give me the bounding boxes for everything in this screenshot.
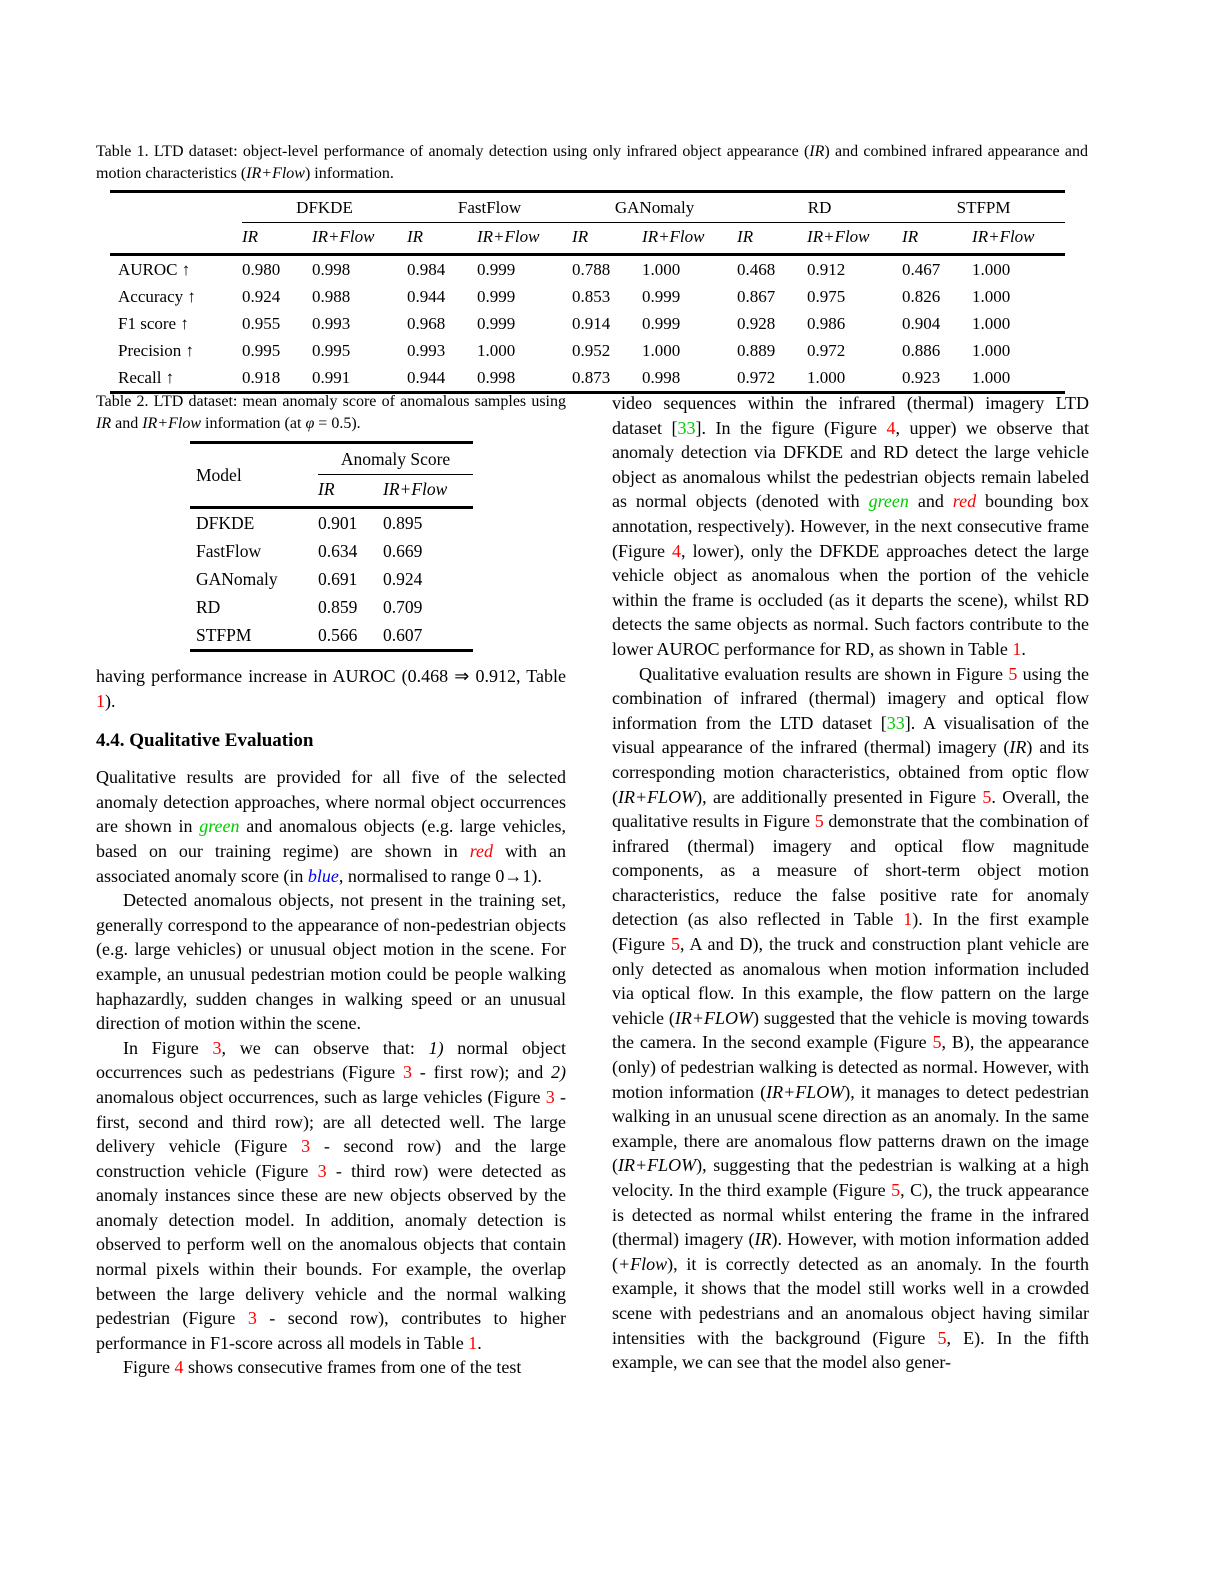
table2 — [190, 441, 473, 652]
text-segment: ), are additionally presented in Figure — [696, 786, 983, 807]
paragraph — [612, 662, 1089, 1375]
internal-ref-link[interactable]: 3 — [301, 1136, 311, 1157]
text-segment: and — [908, 491, 953, 512]
metric-label: F1 score ↑ — [118, 313, 189, 333]
text-segment: shows consecutive frames from one of the test — [183, 1357, 522, 1378]
paragraph — [96, 1355, 566, 1380]
modality-subheader: IR+Flow — [972, 223, 1065, 255]
text-segment: - second row), contributes to higher performance in F1-score across all models in Table — [96, 1308, 566, 1353]
text-segment: - first row); and — [411, 1062, 552, 1083]
metric-value: 1.000 — [972, 313, 1011, 333]
metric-value: 0.980 — [242, 259, 281, 279]
model-group-header: STFPM — [902, 192, 1065, 223]
column-right — [612, 391, 1089, 1375]
internal-ref-link[interactable]: 4 — [672, 540, 682, 561]
metric-value: 0.873 — [572, 367, 611, 387]
text-segment: demonstrate that the combination of infrared (thermal) imagery and optical flow magnitude components, as a measure of short-term object motion characteristics, reduce the false positive rate for anomaly detection (as also reflected in Table — [612, 811, 1090, 930]
text-segment: Detected anomalous objects, not present in the training set, generally correspond to the appearance of non-pedestrian objects (e.g. large vehicles) or unusual object motion in the scene. For example, an unusual pedestrian motion could be people walking haphazardly, sudden changes in walking speed or an unusual direction of motion within the scene. — [96, 890, 566, 1034]
table-row — [110, 283, 1065, 310]
internal-ref-link[interactable]: 5 — [814, 811, 824, 832]
citation-link[interactable]: 33 — [677, 417, 696, 438]
table2-body — [190, 508, 473, 651]
metric-value: 0.923 — [902, 367, 941, 387]
metric-label: AUROC ↑ — [118, 259, 191, 279]
score-value: 0.895 — [383, 512, 423, 533]
metric-value: 0.928 — [737, 313, 776, 333]
metric-value: 0.968 — [407, 313, 446, 333]
text-segment: - second row) and the large construction vehicle (Figure — [96, 1136, 566, 1181]
internal-ref-link[interactable]: 5 — [671, 934, 681, 955]
text-segment: and — [111, 414, 143, 432]
metric-value: 0.999 — [477, 286, 516, 306]
metric-value: 0.918 — [242, 367, 281, 387]
text-segment: , A and D), the truck and construction plant vehicle are only detected as anomalous when motion information included via optical flow. In this example, the flow pattern on the large vehicle ( — [612, 934, 1090, 1028]
modality-subheader: IR — [572, 223, 642, 255]
text-segment: IR+FLOW — [618, 1155, 697, 1176]
text-segment: , upper) we observe that anomaly detection via DFKDE and RD detect the large vehicle object as anomalous whilst the pedestrian objects remain labeled as normal objects (denoted with — [612, 417, 1090, 512]
table2-header — [190, 443, 473, 508]
text-segment: ) information. — [304, 164, 394, 182]
score-value: 0.607 — [383, 624, 423, 645]
metric-value: 0.468 — [737, 259, 776, 279]
text-segment: ) suggested that the vehicle is moving towards the camera. In the second example (Figure — [612, 1007, 1089, 1053]
modality-subheader: IR — [318, 475, 383, 508]
text-segment: - third row) were detected as anomaly instances since these are new objects observed by the anomaly detection model. In addition, anomaly detection is observed to perform well on the anomalous objects that contain normal pixels within their bounds. For example, the overlap between the large delivery vehicle and the normal walking pedestrian (Figure — [96, 1160, 566, 1329]
text-segment: Table 2. LTD dataset: mean anomaly score of anomalous samples using — [96, 393, 566, 410]
score-value: 0.669 — [383, 540, 423, 561]
score-value: 0.634 — [318, 540, 358, 561]
metric-value: 1.000 — [972, 286, 1011, 306]
text-segment: +Flow — [618, 1253, 668, 1274]
text-segment: , lower), only the DFKDE approaches detect the large vehicle object as anomalous when the portion of the vehicle within the frame is occluded (as it departs the scene), whilst RD detects the same objects as normal. Such factors contribute to the lower AUROC performance for RD, as shown in Table — [612, 540, 1089, 659]
internal-ref-link[interactable]: 3 — [317, 1160, 327, 1181]
metric-value: 0.826 — [902, 286, 941, 306]
internal-ref-link[interactable]: 3 — [545, 1086, 555, 1107]
text-segment: . Overall, the qualitative results in Figure — [612, 786, 1089, 832]
text-segment: IR+Flow — [142, 414, 202, 432]
metric-value: 0.991 — [312, 367, 351, 387]
metric-value: 0.993 — [312, 313, 351, 333]
metric-value: 0.998 — [642, 367, 681, 387]
metric-value: 0.914 — [572, 313, 611, 333]
metric-value: 0.886 — [902, 340, 941, 360]
model-group-header: RD — [737, 192, 902, 223]
metric-value: 0.995 — [242, 340, 281, 360]
text-segment: having performance increase in AUROC (0.468 ⇒ 0.912, Table — [96, 666, 566, 686]
table1-body — [110, 255, 1065, 393]
metric-value: 0.995 — [312, 340, 351, 360]
text-segment: , E). In the fifth example, we can see that the model also gener- — [612, 1327, 1089, 1373]
section-heading: 4.4. Qualitative Evaluation — [96, 730, 314, 752]
model-name: STFPM — [196, 624, 252, 645]
text-segment: video sequences within the infrared (thermal) imagery LTD dataset [ — [612, 393, 1089, 438]
text-segment: Table 1. LTD dataset: object-level performance of anomaly detection using only infrared object appearance ( — [96, 143, 810, 160]
model-group-header: GANomaly — [572, 192, 737, 223]
table1-header — [110, 192, 1065, 255]
table-row — [110, 255, 1065, 284]
table-row — [190, 508, 473, 538]
internal-ref-link[interactable]: 3 — [247, 1308, 257, 1329]
text-segment: Qualitative evaluation results are shown in Figure — [639, 663, 1009, 684]
internal-ref-link[interactable]: 5 — [1008, 663, 1018, 684]
metric-value: 0.999 — [477, 259, 516, 279]
text-segment: Qualitative results are provided for all five of the selected anomaly detection approaches, where normal object occurrences are shown in — [96, 767, 566, 837]
text-segment: information (at — [201, 414, 306, 432]
text-segment: IR — [754, 1229, 772, 1250]
metric-value: 0.993 — [407, 340, 446, 360]
column-left — [96, 391, 566, 1380]
text-segment: IR — [96, 414, 112, 432]
model-name: RD — [196, 596, 221, 617]
text-segment: , B), the appearance (only) of pedestrian walking is detected as normal. However, with motion information ( — [612, 1032, 1089, 1102]
modality-subheader: IR — [737, 223, 807, 255]
metric-value: 0.999 — [642, 286, 681, 306]
internal-ref-link[interactable]: 1 — [96, 690, 105, 711]
metric-value: 1.000 — [972, 259, 1011, 279]
metric-value: 0.988 — [312, 286, 351, 306]
text-segment: ), it manages to detect pedestrian walking in an unusual scene direction as an anomaly. In the same example, there are anomalous flow patterns drawn on the image ( — [612, 1081, 1089, 1176]
metric-value: 1.000 — [477, 340, 516, 360]
text-segment: bounding box annotation, respectively). However, in the next consecutive frame (Figure — [612, 491, 1089, 561]
table-row — [190, 565, 473, 593]
table-row — [190, 593, 473, 621]
score-value: 0.709 — [383, 596, 423, 617]
text-segment: ). However, with motion information added ( — [612, 1229, 1089, 1274]
internal-ref-link[interactable]: 5 — [932, 1032, 942, 1053]
metric-value: 0.912 — [807, 259, 846, 279]
text-segment: ) and its corresponding motion characteristics, obtained from optic flow ( — [612, 737, 1089, 807]
metric-value: 0.986 — [807, 313, 846, 333]
metric-value: 0.975 — [807, 286, 846, 306]
metric-value: 0.853 — [572, 286, 611, 306]
model-group-header: FastFlow — [407, 192, 572, 223]
modality-subheader: IR — [242, 223, 312, 255]
table-row — [110, 337, 1065, 364]
text-segment: green — [199, 816, 240, 837]
table1 — [110, 190, 1065, 394]
metric-value: 0.867 — [737, 286, 776, 306]
metric-value: 0.998 — [477, 367, 516, 387]
modality-subheader: IR+Flow — [807, 223, 902, 255]
modality-subheader: IR+Flow — [477, 223, 572, 255]
text-segment: 1) — [428, 1037, 444, 1058]
score-value: 0.901 — [318, 512, 358, 533]
score-value: 0.859 — [318, 596, 358, 617]
metric-value: 0.955 — [242, 313, 281, 333]
text-segment: = 0.5). — [314, 414, 361, 432]
metric-value: 0.944 — [407, 286, 446, 306]
metric-label: Precision ↑ — [118, 340, 195, 360]
text-segment: IR — [809, 143, 825, 160]
score-value: 0.691 — [318, 568, 358, 589]
text-segment: , C), the truck appearance is detected as normal whilst entering the frame in the infrared (thermal) imagery ( — [612, 1180, 1089, 1250]
internal-ref-link[interactable]: 3 — [212, 1037, 222, 1058]
text-segment: - first, second and third row); are all detected well. The large delivery vehicle (Figure — [96, 1086, 566, 1157]
empty-stub-cell — [110, 192, 242, 223]
paragraph — [96, 664, 566, 713]
modality-subheader: IR+Flow — [642, 223, 737, 255]
model-name: DFKDE — [196, 512, 255, 533]
metric-value: 0.972 — [737, 367, 776, 387]
metric-value: 0.998 — [312, 259, 351, 279]
internal-ref-link[interactable]: 1 — [1012, 638, 1022, 659]
score-value: 0.566 — [318, 624, 358, 645]
table2-caption — [96, 391, 566, 434]
model-name: GANomaly — [196, 568, 278, 589]
metric-value: 1.000 — [807, 367, 846, 387]
metric-value: 0.904 — [902, 313, 941, 333]
paragraph — [96, 888, 566, 1036]
table-row — [110, 364, 1065, 393]
table-row — [190, 537, 473, 565]
text-segment: ). — [105, 690, 116, 711]
text-segment: using the combination of infrared (thermal) imagery and optical flow information from the LTD dataset [ — [612, 663, 1089, 733]
text-segment: IR+FLOW — [766, 1081, 845, 1102]
score-value: 0.924 — [383, 568, 423, 589]
text-segment: ), it is correctly detected as an anomaly. In the fourth example, it shows that the model still works well in a crowded scene with pedestrians and an anomalous object having similar intensities with the background (Figure — [612, 1253, 1089, 1348]
metric-value: 1.000 — [642, 340, 681, 360]
metric-label: Recall ↑ — [118, 367, 175, 387]
metric-value: 0.467 — [902, 259, 941, 279]
modality-subheader: IR — [902, 223, 972, 255]
text-segment: ) and combined infrared appearance and motion characteristics ( — [96, 143, 1088, 182]
text-segment: ). In the first example (Figure — [612, 909, 1089, 955]
text-segment: . — [477, 1332, 482, 1353]
modality-subheader: IR+Flow — [312, 223, 407, 255]
metric-value: 0.984 — [407, 259, 446, 279]
metric-value: 0.788 — [572, 259, 611, 279]
paragraph — [96, 1036, 566, 1356]
text-segment: red — [469, 840, 494, 861]
internal-ref-link[interactable]: 5 — [937, 1327, 947, 1348]
model-column-header: Model — [190, 443, 318, 508]
text-segment: 2) — [551, 1062, 567, 1083]
table-row — [110, 310, 1065, 337]
table-row — [190, 621, 473, 651]
metric-value: 0.999 — [642, 313, 681, 333]
text-segment: φ — [305, 414, 315, 432]
internal-ref-link[interactable]: 1 — [903, 909, 913, 930]
text-segment: Figure — [123, 1357, 175, 1378]
text-segment: red — [952, 491, 977, 512]
text-segment: IR+FLOW — [674, 1007, 753, 1028]
text-segment: normal object occurrences such as pedestrians (Figure — [96, 1037, 567, 1083]
internal-ref-link[interactable]: 5 — [982, 786, 992, 807]
text-segment: with an associated anomaly score (in — [96, 840, 566, 886]
text-segment: , normalised to range 0→1). — [338, 865, 542, 886]
empty-stub-cell — [110, 223, 242, 255]
paragraph — [612, 391, 1089, 662]
metric-value: 1.000 — [972, 340, 1011, 360]
text-segment: blue — [307, 865, 339, 886]
citation-link[interactable]: 33 — [886, 712, 905, 733]
metric-value: 0.999 — [477, 313, 516, 333]
metric-value: 0.889 — [737, 340, 776, 360]
text-segment: ]. In the figure (Figure — [695, 417, 887, 438]
metric-value: 0.944 — [407, 367, 446, 387]
modality-subheader: IR+Flow — [383, 475, 473, 508]
internal-ref-link[interactable]: 3 — [402, 1062, 412, 1083]
text-segment: IR+Flow — [246, 164, 305, 182]
metric-value: 1.000 — [642, 259, 681, 279]
model-name: FastFlow — [196, 540, 262, 561]
paragraph — [96, 765, 566, 888]
model-group-header: DFKDE — [242, 192, 407, 223]
anomaly-score-header: Anomaly Score — [318, 443, 473, 475]
metric-value: 0.952 — [572, 340, 611, 360]
text-segment: . — [1021, 638, 1026, 659]
internal-ref-link[interactable]: 4 — [174, 1357, 184, 1378]
internal-ref-link[interactable]: 5 — [891, 1180, 901, 1200]
text-segment: anomalous object occurrences, such as large vehicles (Figure — [96, 1086, 546, 1107]
table1-caption — [96, 141, 1088, 184]
metric-label: Accuracy ↑ — [118, 286, 196, 306]
text-segment: , we can observe that: — [221, 1037, 429, 1058]
text-segment: ]. A visualisation of the visual appearance of the infrared (thermal) imagery ( — [612, 712, 1089, 758]
text-segment: green — [868, 491, 909, 512]
text-segment: and anomalous objects (e.g. large vehicles, based on our training regime) are shown in — [96, 816, 566, 861]
internal-ref-link[interactable]: 1 — [468, 1332, 478, 1353]
metric-value: 1.000 — [972, 367, 1011, 387]
metric-value: 0.972 — [807, 340, 846, 360]
table1-section — [96, 141, 1088, 394]
text-segment: IR+FLOW — [618, 786, 697, 807]
internal-ref-link[interactable]: 4 — [886, 417, 896, 438]
text-segment: In Figure — [123, 1037, 213, 1058]
modality-subheader: IR — [407, 223, 477, 255]
text-segment: IR — [1009, 737, 1027, 758]
text-segment: ), suggesting that the pedestrian is walking at a high velocity. In the third example (Figure — [612, 1155, 1089, 1200]
metric-value: 0.924 — [242, 286, 281, 306]
